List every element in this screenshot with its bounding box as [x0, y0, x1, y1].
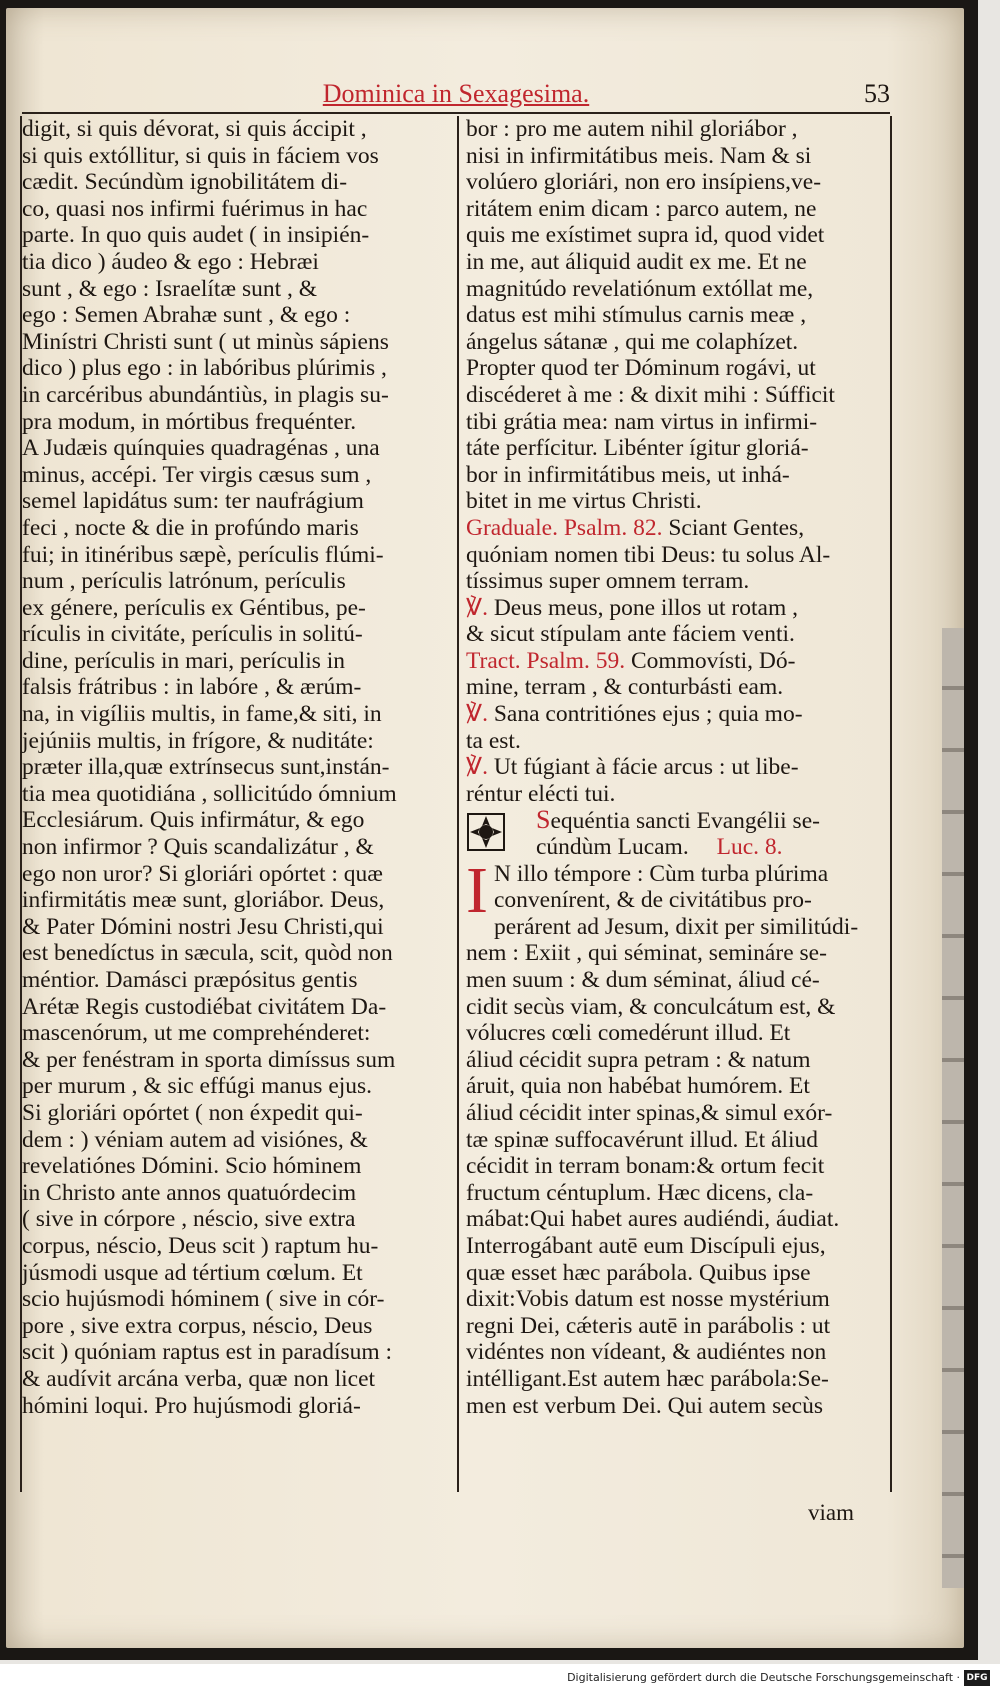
gospel-text	[466, 853, 890, 1419]
tract-line	[466, 648, 890, 675]
text-line: corpus, néscio, Deus scit ) raptum hu-	[22, 1232, 379, 1259]
tract-label: Tract. Psalm. 59.	[466, 647, 626, 674]
gospel-line: intélligant.Est autem hæc parábola:Se-	[466, 1365, 829, 1392]
gospel-line: Interrogábant autē eum Discípuli ejus,	[466, 1232, 826, 1259]
gospel-line: áliud cécidit supra petram : & natum	[466, 1046, 811, 1073]
versicle-text-line: & sicut stípulam ante fáciem venti.	[466, 621, 795, 648]
text-line: tibi grátia mea: nam virtus in infirmi-	[466, 408, 818, 435]
versicle-text: Deus meus, pone illos ut rotam ,	[493, 594, 798, 621]
gospel-line: perárent ad Jesum, dixit per similitúdi-	[493, 913, 859, 940]
text-line: magnitúdo revelatiónum extóllat me,	[466, 275, 814, 302]
gospel-line: men suum : & dum séminat, áliud cé-	[466, 967, 820, 993]
text-line: Propter quod ter Dóminum rogávi, ut	[466, 355, 816, 382]
text-line: si quis extóllitur, si quis in fáciem vos	[22, 142, 379, 169]
drop-initial: I	[466, 853, 488, 927]
gospel-line: dixit:Vobis datum est nosse mystérium	[466, 1286, 830, 1313]
text-line: dico ) plus ego : in labóribus plúrimis ,	[22, 355, 387, 382]
page-header	[22, 78, 890, 110]
dfg-logo: DFG	[964, 1670, 990, 1686]
sequence-line: Sequéntia sancti Evangélii se-	[536, 805, 820, 835]
text-line: quis me exístimet supra id, quod videt	[466, 222, 825, 249]
tract-text-line: mine, terram , & conturbásti eam.	[466, 674, 784, 701]
text-line: non infirmor ? Quis scandalizátur , &	[22, 834, 374, 861]
text-line: ex génere, perículis ex Géntibus, pe-	[22, 594, 366, 621]
text-line: revelatiónes Dómini. Scio hóminem	[22, 1153, 362, 1180]
text-line: dine, perículis in mari, perículis in	[22, 647, 346, 674]
gospel-line: vidéntes non vídeant, & audiéntes non	[466, 1339, 827, 1366]
text-line: méntior. Damásci præpósitus gentis	[22, 967, 358, 993]
sequence-heading	[466, 807, 890, 860]
text-line: Ecclesiárum. Quis infirmátur, & ego	[22, 807, 365, 834]
fleuron-ornament-icon	[466, 811, 506, 853]
gospel-line: cidit secùs viam, & conculcátum est, &	[466, 993, 836, 1020]
text-line: num , perículis latrónum, perículis	[22, 568, 346, 595]
text-line: volúero gloriári, non ero insípiens,ve-	[466, 169, 822, 196]
gospel-line: men est verbum Dei. Qui autem secùs	[466, 1392, 823, 1419]
gospel-line: cécidit in terram bonam:& ortum fecit	[466, 1153, 825, 1180]
gradual-label: Graduale. Psalm. 82.	[466, 514, 663, 541]
text-line: Si gloriári opórtet ( non éxpedit qui-	[22, 1099, 363, 1126]
versicle-line	[466, 595, 890, 622]
text-line: Minístri Christi sunt ( ut minùs sápiens	[22, 328, 389, 355]
text-line: pra modum, in mórtibus frequénter.	[22, 408, 357, 435]
gospel-line: áruit, quia non habébat humórem. Et	[466, 1073, 810, 1100]
versicle-text: Ut fúgiant à fácie arcus : ut libe-	[493, 754, 799, 781]
text-line: per murum , & sic effúgi manus ejus.	[22, 1073, 373, 1100]
text-line: tia dico ) áudeo & ego : Hebræi	[22, 248, 319, 275]
header-rule	[22, 112, 890, 114]
gospel-line: quæ esset hæc parábola. Quibus ipse	[466, 1259, 811, 1286]
text-line: præter illa,quæ extrínsecus sunt,instán-	[22, 754, 390, 781]
text-line: bor : pro me autem nihil gloriábor ,	[466, 116, 798, 142]
text-line: mascenórum, ut me comprehénderet:	[22, 1020, 371, 1047]
text-line: semel lapidátus sum: ter naufrágium	[22, 488, 364, 515]
gospel-line: vólucres cœli comedérunt illud. Et	[466, 1020, 791, 1047]
text-line: táte perfícitur. Libénter ígitur gloriá-	[466, 435, 809, 462]
versicle-text: Sana contritiónes ejus ; quia mo-	[493, 701, 803, 728]
versicle-mark: ℣.	[466, 754, 488, 781]
text-line: falsis frátribus : in labóre , & ærúm-	[22, 674, 362, 701]
page-edge-stack	[942, 628, 964, 1588]
text-line: Arétæ Regis custodiébat civitátem Da-	[22, 993, 387, 1020]
gospel-lines	[466, 853, 890, 1419]
text-line: cædit. Secúndùm ignobilitátem di-	[22, 169, 348, 196]
versicle-text-line: ta est.	[466, 727, 521, 754]
gospel-line: nem : Exiit , qui séminat, semináre se-	[466, 940, 827, 967]
gradual-text: Sciant Gentes,	[668, 514, 805, 541]
sequence-text: equéntia sancti Evangélii se-	[550, 808, 820, 835]
text-line: infirmitátis meæ sunt, gloriábor. Deus,	[22, 887, 385, 914]
gospel-reference: Luc. 8.	[716, 834, 783, 861]
gospel-line: regni Dei, cǽteris autē in parábolis : ut	[466, 1312, 831, 1339]
gospel-line: mábat:Qui habet aures audiéndi, áudiat.	[466, 1206, 840, 1233]
text-line: parte. In quo quis audet ( in insipién-	[22, 222, 370, 249]
text-line: digit, si quis dévorat, si quis áccipit ,	[22, 116, 367, 142]
text-line: rículis in civitáte, perículis in solitú-	[22, 621, 363, 648]
text-line: feci , nocte & die in profúndo maris	[22, 514, 359, 541]
text-line: scit ) quóniam raptus est in paradísum :	[22, 1339, 393, 1366]
text-line: est benedíctus in sæcula, scit, quòd non	[22, 940, 393, 967]
sequence-line	[536, 834, 783, 861]
text-line: bitet in me virtus Christi.	[466, 488, 702, 515]
running-title: Dominica in Sexagesima.	[322, 79, 590, 108]
text-line: ( sive in córpore , néscio, sive extra	[22, 1206, 356, 1233]
versicle-text-line: réntur elécti tui.	[466, 780, 616, 807]
versicle-line	[466, 754, 890, 781]
text-line: & per fenéstram in sporta dimíssus sum	[22, 1046, 396, 1073]
text-line: & Pater Dómini nostri Jesu Christi,qui	[22, 913, 384, 940]
epistle-ending	[466, 116, 890, 515]
catchword: viam	[808, 1500, 854, 1525]
text-line: júsmodi usque ad tértium cœlum. Et	[22, 1259, 363, 1286]
text-line: fui; in itinéribus sæpè, perículis flúmi-	[22, 541, 384, 568]
text-line: ego : Semen Abrahæ sunt , & ego :	[22, 302, 351, 329]
tract-text: Commovísti, Dó-	[630, 647, 796, 674]
text-line: na, in vigíliis multis, in fame,& siti, in	[22, 701, 382, 728]
text-line: dem : ) véniam autem ad visiónes, &	[22, 1126, 368, 1153]
gospel-line: N illo témpore : Cùm turba plúrima	[493, 860, 829, 887]
text-line: discéderet à me : & dixit mihi : Súfficit	[466, 381, 835, 408]
digitization-footer	[0, 1664, 1000, 1693]
text-line: jejúniis multis, in frígore, & nuditáte:	[22, 727, 374, 754]
sequence-text: cúndùm Lucam.	[536, 834, 689, 861]
text-line: ego non uror? Si gloriári opórtet : quæ	[22, 860, 383, 887]
column-divider	[457, 116, 459, 1492]
text-line: sunt , & ego : Israelítæ sunt , &	[22, 275, 318, 302]
versicle-line	[466, 701, 890, 728]
text-line: & audívit arcána verba, quæ non licet	[22, 1365, 376, 1392]
gospel-line: tæ spinæ suffocavérunt illud. Et áliud	[466, 1126, 819, 1153]
versicle-mark: ℣.	[466, 594, 488, 621]
text-line: A Judæis quínquies quadragénas , una	[22, 435, 380, 462]
gradual-text-line: quóniam nomen tibi Deus: tu solus Al-	[466, 541, 831, 568]
text-line: bor in infirmitátibus meis, ut inhá-	[466, 461, 790, 488]
versicle-mark: ℣.	[466, 701, 488, 728]
text-line: nisi in infirmitátibus meis. Nam & si	[466, 142, 812, 169]
left-column	[22, 116, 446, 1419]
gradual-text-line: tíssimus super omnem terram.	[466, 568, 750, 595]
text-line: tia mea quotidiána , sollicitúdo ómnium	[22, 780, 397, 807]
text-line: ángelus sátanæ , qui me colaphízet.	[466, 328, 799, 355]
footer-credit: Digitalisierung gefördert durch die Deutsche Forschungsgemeinschaft ·	[567, 1671, 960, 1684]
text-line: in Christo ante annos quatuórdecim	[22, 1179, 357, 1206]
text-line: co, quasi nos infirmi fuérimus in hac	[22, 195, 368, 222]
text-line: hómini loqui. Pro hujúsmodi gloriá-	[22, 1392, 361, 1419]
text-line: pore , sive extra corpus, néscio, Deus	[22, 1312, 373, 1339]
text-line: minus, accépi. Ter virgis cæsus sum ,	[22, 461, 372, 488]
gospel-line: áliud cécidit inter spinas,& simul exór-	[466, 1099, 833, 1126]
text-line: in me, aut áliquid audit ex me. Et ne	[466, 248, 807, 275]
right-column	[466, 116, 890, 1419]
text-line: ritátem enim dicam : parco autem, ne	[466, 195, 817, 222]
text-line: scio hujúsmodi hóminem ( sive in cór-	[22, 1286, 385, 1313]
gospel-line: fructum céntuplum. Hæc dicens, cla-	[466, 1179, 814, 1206]
text-line: in carcéribus abundántiùs, in plagis su-	[22, 381, 389, 408]
gospel-line: convenírent, & de civitátibus pro-	[493, 887, 812, 914]
gradual-line	[466, 515, 890, 542]
frame-right-rule	[890, 116, 892, 1492]
text-line: datus est mihi stímulus carnis meæ ,	[466, 302, 807, 329]
page-number: 53	[864, 79, 890, 108]
